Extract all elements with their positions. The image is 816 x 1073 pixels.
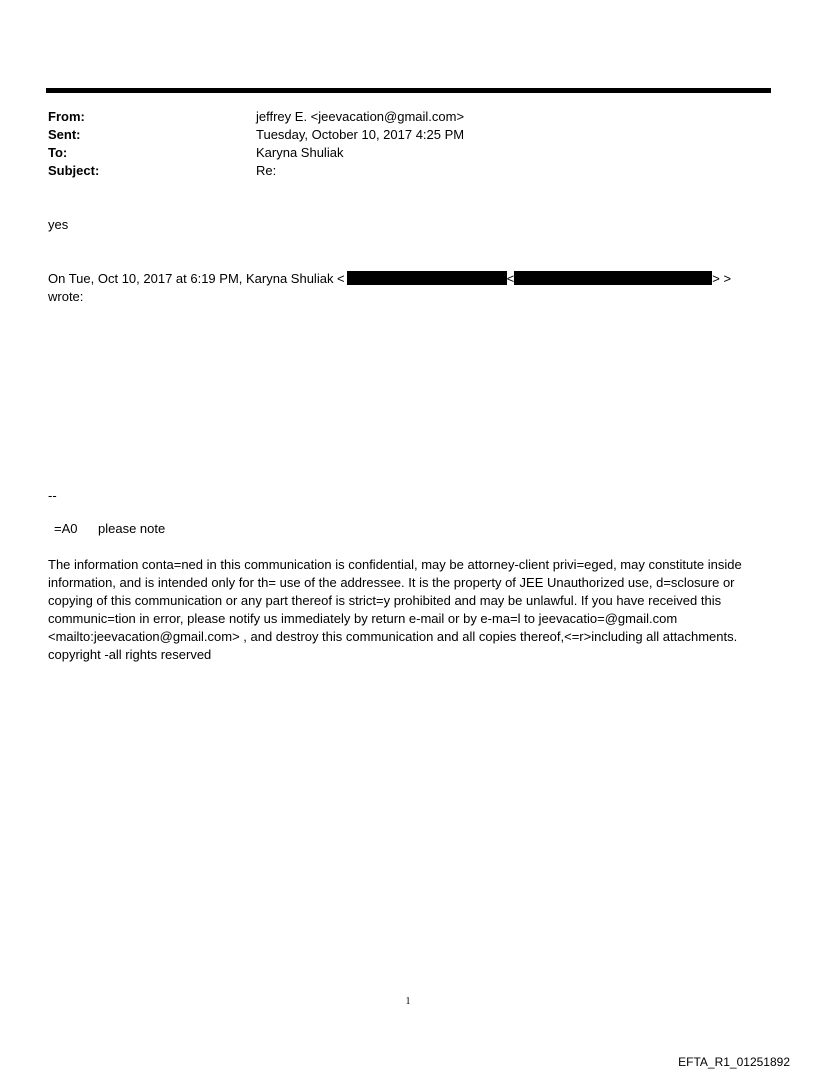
subject-value: Re:: [256, 163, 277, 178]
quote-suffix: > >: [712, 271, 732, 286]
email-header: [48, 108, 464, 180]
sent-label: Sent:: [48, 127, 81, 142]
quote-wrote: wrote:: [48, 289, 84, 304]
note-text: please note: [98, 521, 166, 536]
from-label: From:: [48, 109, 85, 124]
quote-mid: <: [506, 271, 515, 286]
redaction-block: [347, 271, 507, 285]
reply-text: yes: [48, 217, 69, 232]
header-divider: [46, 88, 771, 93]
note-line: [54, 520, 165, 538]
signature-separator: --: [48, 488, 57, 503]
page-number: 1: [405, 996, 411, 1007]
to-row: [48, 144, 464, 162]
to-value: Karyna Shuliak: [256, 145, 344, 160]
sent-value: Tuesday, October 10, 2017 4:25 PM: [256, 127, 465, 142]
quoted-intro: [48, 270, 768, 306]
subject-row: [48, 162, 464, 180]
quote-prefix: On Tue, Oct 10, 2017 at 6:19 PM, Karyna Shuliak <: [48, 271, 345, 286]
redaction-block: [514, 271, 712, 285]
from-row: [48, 108, 464, 126]
bates-number: EFTA_R1_01251892: [678, 1055, 790, 1069]
from-value: jeffrey E. <jeevacation@gmail.com>: [256, 109, 465, 124]
subject-label: Subject:: [48, 163, 100, 178]
note-code: =A0: [54, 521, 78, 536]
to-label: To:: [48, 145, 68, 160]
confidentiality-disclaimer: The information conta=ned in this communication is confidential, may be attorney-client privi=eged, may constitute inside information, and is intended only for th= use of the addressee. It is the property of JEE Unauthorized use, d=sclosure or copying of this communication or any part thereof is strict=y prohibited and may be unlawful. If you have received this communic=tion in error, please notify us immediately by return e-mail or by e-ma=l to jeevacatio=@gmail.com <mailto:jeevacation@gmail.com> , and destroy this communication and all copies thereof,<=r>including all attachments. copyright -all rights reserved: [48, 557, 742, 662]
sent-row: [48, 126, 464, 144]
